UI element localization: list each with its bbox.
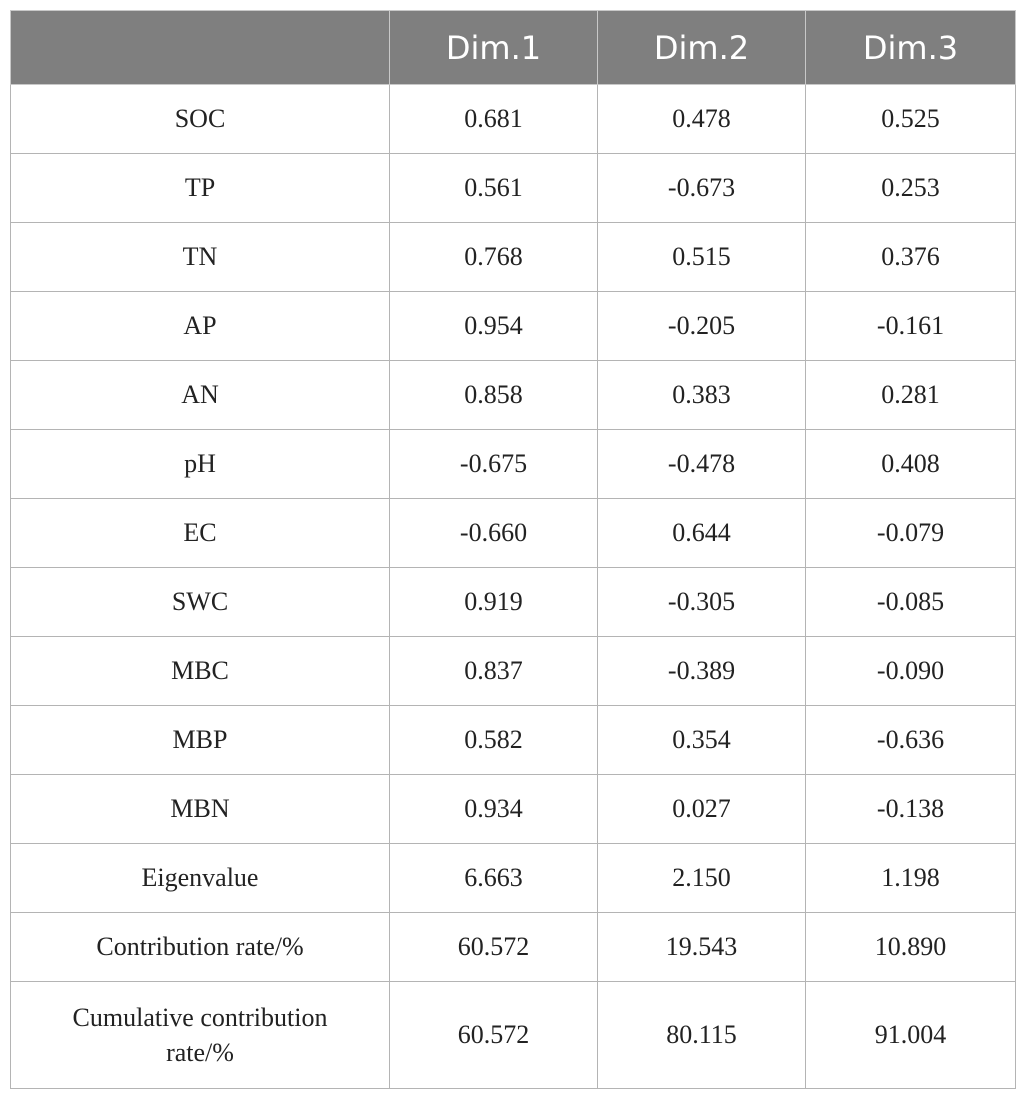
row-label: AP: [11, 292, 390, 361]
value-dim3: -0.079: [806, 499, 1016, 568]
value-dim1: 0.954: [390, 292, 598, 361]
row-label-line: Cumulative contribution: [72, 1002, 328, 1032]
row-label: Eigenvalue: [11, 844, 390, 913]
value-dim3: 10.890: [806, 913, 1016, 982]
value-dim1: 60.572: [390, 982, 598, 1089]
value-dim2: -0.478: [598, 430, 806, 499]
value-dim1: 0.858: [390, 361, 598, 430]
value-dim3: 0.376: [806, 223, 1016, 292]
row-label: Contribution rate/%: [11, 913, 390, 982]
value-dim3: -0.161: [806, 292, 1016, 361]
row-label: [11, 982, 390, 1089]
row-label: AN: [11, 361, 390, 430]
row-label: MBP: [11, 706, 390, 775]
table-row: [11, 223, 1016, 292]
value-dim2: 0.354: [598, 706, 806, 775]
header-dim3: Dim.3: [806, 11, 1016, 85]
table-row: [11, 154, 1016, 223]
row-label: EC: [11, 499, 390, 568]
table-row: [11, 292, 1016, 361]
value-dim1: 0.681: [390, 85, 598, 154]
value-dim3: -0.636: [806, 706, 1016, 775]
table-row: [11, 982, 1016, 1089]
value-dim1: -0.675: [390, 430, 598, 499]
table-row: [11, 637, 1016, 706]
value-dim1: 0.919: [390, 568, 598, 637]
row-label: pH: [11, 430, 390, 499]
pca-loadings-table: [10, 10, 1016, 1089]
table-row: [11, 913, 1016, 982]
value-dim2: 0.644: [598, 499, 806, 568]
row-label-line: rate/%: [166, 1038, 234, 1067]
row-label: MBC: [11, 637, 390, 706]
table-row: [11, 568, 1016, 637]
value-dim3: 0.525: [806, 85, 1016, 154]
value-dim1: 0.561: [390, 154, 598, 223]
value-dim2: 0.027: [598, 775, 806, 844]
value-dim1: 0.837: [390, 637, 598, 706]
value-dim3: -0.090: [806, 637, 1016, 706]
value-dim3: 0.253: [806, 154, 1016, 223]
table-row: [11, 85, 1016, 154]
value-dim1: 0.582: [390, 706, 598, 775]
value-dim1: 0.934: [390, 775, 598, 844]
value-dim2: 2.150: [598, 844, 806, 913]
table-row: [11, 844, 1016, 913]
table-row: [11, 499, 1016, 568]
row-label: MBN: [11, 775, 390, 844]
value-dim2: 0.383: [598, 361, 806, 430]
value-dim3: -0.085: [806, 568, 1016, 637]
value-dim3: 1.198: [806, 844, 1016, 913]
value-dim3: -0.138: [806, 775, 1016, 844]
value-dim3: 91.004: [806, 982, 1016, 1089]
value-dim2: -0.673: [598, 154, 806, 223]
table-row: [11, 361, 1016, 430]
value-dim2: -0.389: [598, 637, 806, 706]
header-dim1: Dim.1: [390, 11, 598, 85]
value-dim1: 6.663: [390, 844, 598, 913]
value-dim1: 0.768: [390, 223, 598, 292]
table-row: [11, 775, 1016, 844]
value-dim3: 0.408: [806, 430, 1016, 499]
header-corner-cell: [11, 11, 390, 85]
table-row: [11, 706, 1016, 775]
value-dim3: 0.281: [806, 361, 1016, 430]
value-dim2: 80.115: [598, 982, 806, 1089]
value-dim2: 19.543: [598, 913, 806, 982]
value-dim2: -0.205: [598, 292, 806, 361]
header-row: [11, 11, 1016, 85]
row-label: SWC: [11, 568, 390, 637]
row-label: TP: [11, 154, 390, 223]
row-label: TN: [11, 223, 390, 292]
table-row: [11, 430, 1016, 499]
value-dim2: 0.515: [598, 223, 806, 292]
header-dim2: Dim.2: [598, 11, 806, 85]
row-label: SOC: [11, 85, 390, 154]
value-dim1: -0.660: [390, 499, 598, 568]
value-dim1: 60.572: [390, 913, 598, 982]
value-dim2: 0.478: [598, 85, 806, 154]
value-dim2: -0.305: [598, 568, 806, 637]
